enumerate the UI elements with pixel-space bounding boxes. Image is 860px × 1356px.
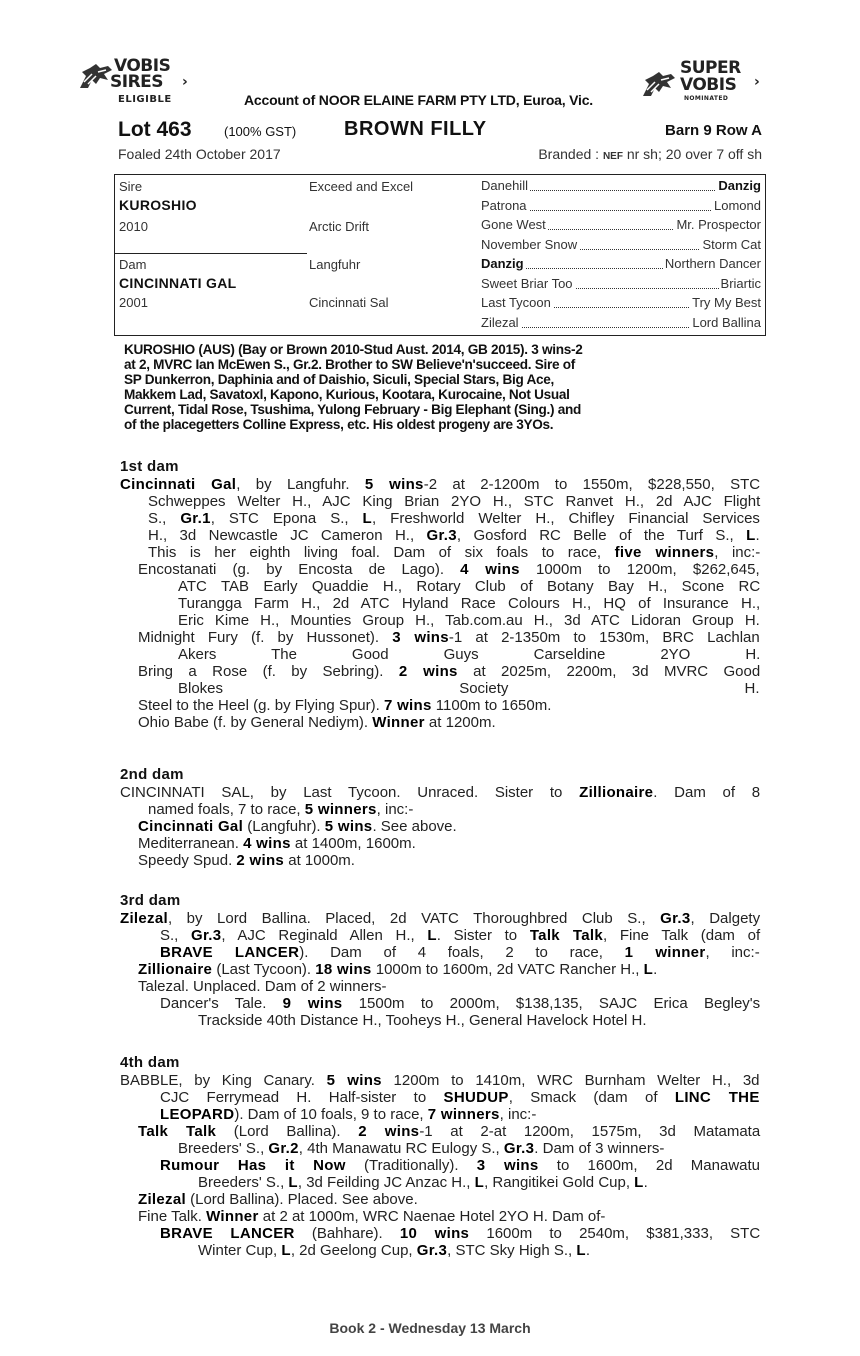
text-run: H., 3d Newcastle JC Cameron H., [148,527,427,544]
dam-name: CINCINNATI GAL [119,275,237,291]
chevron-right-icon: › [182,74,188,90]
text-line [148,493,760,510]
text-line [178,578,760,595]
lot-number: Lot 463 [118,118,192,141]
text-run: at 1200m. [424,714,496,731]
text-line [160,1225,760,1242]
text-run: to 1600m, 2d Manawatu [538,1157,761,1174]
emphasis-text: 7 winners [427,1106,500,1123]
text-run: , AJC Reginald Allen H., [221,927,428,944]
foaled-date: Foaled 24th October 2017 [118,146,281,162]
emphasis-text: 1 winner [624,944,706,961]
ancestor-sire: Northern Dancer [664,256,761,271]
emphasis-text: 5 wins [324,818,373,835]
text-run: (Bahhare). [294,1225,400,1242]
text-run: 1000m to 1600m, 2d VATC Rancher H., [371,961,644,978]
emphasis-text: Rumour Has it Now [160,1157,346,1174]
ancestor-row [481,276,761,295]
text-line [178,612,760,629]
emphasis-text: 18 wins [315,961,372,978]
emphasis-text: five winners [614,544,715,561]
text-run: 1000m to 1200m, $262,645, [519,561,760,578]
text-run: 1500m to 2000m, $138,135, SAJC Erica Begley's [342,995,761,1012]
text-run: Fine Talk. [138,1208,207,1225]
sire-summary-line: Current, Tidal Rose, Tsushima, Yulong February - Big Elephant (Sing.) and [124,402,581,417]
text-run: , Rangitikei Gold Cup, [484,1174,635,1191]
gst-note: (100% GST) [224,124,297,139]
emphasis-text: 3 wins [392,629,449,646]
text-run: CJC Ferrymead H. Half-sister to [160,1089,444,1106]
sire-summary-line: SP Dunkerron, Daphinia and of Daishio, Siculi, Special Stars, Big Ace, [124,372,554,387]
ancestor-sire: Lord Ballina [692,314,761,330]
logo-word-sires: SIRES [110,72,164,92]
text-run: , 4th Manawatu RC Eulogy S., [298,1140,504,1157]
text-line [148,801,413,818]
text-run: (Lord Ballina). [216,1123,359,1140]
text-line [148,510,760,527]
text-run: Breeders' S., [198,1174,289,1191]
chevron-right-icon: › [754,74,760,90]
sire-summary [124,342,764,432]
text-run: S., [160,927,192,944]
brand-details: nr sh; 20 over 7 off sh [622,146,762,162]
emphasis-text: 5 wins [326,1072,382,1089]
text-run: . See above. [372,818,457,835]
ancestor-sire: Mr. Prospector [676,217,761,232]
emphasis-text: BRAVE LANCER [160,1225,295,1242]
sire-sire: Exceed and Excel [309,179,414,194]
emphasis-text: 7 wins [383,697,432,714]
text-run: Turangga Farm H., 2d ATC Hyland Race Colours H., HQ of Insurance H., [178,595,761,612]
text-line [138,978,386,995]
ancestor-sire: Briartic [720,275,761,291]
emphasis-text: Zillionaire [579,784,654,801]
logo-word-nominated: NOMINATED [684,95,729,102]
ancestor-name: Sweet Briar Too [481,275,573,291]
section-heading-4th-dam: 4th dam [120,1054,180,1071]
text-line [138,1208,605,1225]
section-heading-2nd-dam: 2nd dam [120,766,184,783]
text-run: at 1000m. [284,852,355,869]
emphasis-text: Talk Talk [529,927,603,944]
emphasis-text: L [362,510,373,527]
text-run: , STC Sky High S., [447,1242,577,1259]
emphasis-text: Zillionaire [138,961,213,978]
text-line [138,1191,418,1208]
ancestor-sire: Storm Cat [702,236,761,252]
emphasis-text: L [427,927,437,944]
text-run: CINCINNATI SAL, by Last Tycoon. Unraced. Sister to [120,784,580,801]
text-run: Trackside 40th Distance H., Tooheys H., General Havelock Hotel H. [198,1012,647,1029]
sire-summary-line: of the placegetters Colline Express, etc. His oldest progeny are 3YOs. [124,417,554,432]
emphasis-text: L [288,1174,298,1191]
text-line [178,1140,664,1157]
emphasis-text: 2 wins [236,852,285,869]
text-run: (Lord Ballina). Placed. See above. [185,1191,418,1208]
emphasis-text: 2 wins [398,663,458,680]
text-run: , 2d Geelong Cup, [290,1242,417,1259]
emphasis-text: Gr.3 [416,1242,448,1259]
text-line [138,561,760,578]
pedigree-table [114,174,766,336]
emphasis-text: Cincinnati Gal [138,818,244,835]
pedigree-divider [115,253,307,254]
text-run: , Fine Talk (dam of [603,927,761,944]
emphasis-text: BRAVE LANCER [160,944,300,961]
logo-word-vobis: VOBIS [114,56,171,76]
text-run: 1200m to 1410m, WRC Burnham Welter H., 3d [381,1072,760,1089]
text-run: ATC TAB Early Quaddie H., Rotary Club of Botany Bay H., Scone RC [178,578,761,595]
logo-word-vobis: VOBIS [680,75,737,95]
text-line [160,1089,760,1106]
text-line [148,527,760,544]
emphasis-text: 4 wins [243,835,291,852]
text-line [120,784,760,801]
text-line [138,852,355,869]
ancestor-row [481,315,761,334]
text-run: . Sister to [436,927,530,944]
emphasis-text: L [643,961,654,978]
text-run: 1100m to 1650m. [431,697,552,714]
text-run: , Dalgety [690,910,761,927]
brand-mark: NEF [602,151,623,162]
text-run: Winter Cup, [198,1242,282,1259]
text-run: . Dam of 3 winners- [534,1140,665,1157]
lot-description: BROWN FILLY [344,118,487,140]
emphasis-text: LINC THE [674,1089,760,1106]
text-line [120,910,760,927]
emphasis-text: L [474,1174,485,1191]
emphasis-text: Gr.3 [191,927,222,944]
sire-year: 2010 [119,219,148,234]
text-run: , Smack (dam of [508,1089,675,1106]
ancestor-name: Zilezal [481,314,519,330]
text-line [160,995,760,1012]
dam-label: Dam [119,257,147,272]
text-run: S., [148,510,181,527]
text-run: , inc:- [714,544,761,561]
ancestor-sire: Try My Best [692,295,761,310]
text-run: Mediterranean. [138,835,244,852]
ancestor-sire: Danzig [718,178,761,193]
text-line [160,927,760,944]
text-run: , inc:- [705,944,760,961]
text-run: -1 at 2-at 1200m, 1575m, 3d Matamata [419,1123,761,1140]
text-line [120,476,760,493]
section-heading-3rd-dam: 3rd dam [120,892,181,909]
text-line [198,1242,590,1259]
lot-header [118,118,762,142]
logo-word-super: SUPER [680,58,741,78]
ancestor-row [481,217,761,236]
sire-dam: Arctic Drift [309,219,369,234]
ancestor-row [481,178,761,197]
emphasis-text: Winner [206,1208,259,1225]
emphasis-text: 4 wins [460,561,520,578]
text-run: Midnight Fury (f. by Hussonet). [138,629,393,646]
text-run: ). Dam of 10 foals, 9 to race, [234,1106,428,1123]
text-run: ). Dam of 4 foals, 2 to race, [299,944,625,961]
dam-year: 2001 [119,295,148,310]
sire-label: Sire [119,179,143,194]
dam-sire: Langfuhr [309,257,361,272]
text-line [178,680,760,697]
text-run: at 2025m, 2200m, 3d MVRC Good [457,663,761,680]
sire-name: KUROSHIO [119,197,197,213]
text-run: Bring a Rose (f. by Sebring). [138,663,399,680]
text-run: Schweppes Welter H., AJC King Brian 2YO H., STC Ranvet H., 2d AJC Flight [148,493,761,510]
text-run: This is her eighth living foal. Dam of six foals to race, [148,544,615,561]
text-run: at 2 at 1000m, WRC Naenae Hotel 2YO H. Dam of- [258,1208,606,1225]
super-vobis-logo [636,60,776,106]
text-run: (Traditionally). [345,1157,477,1174]
text-line [138,961,657,978]
emphasis-text: L [746,527,756,544]
text-line [138,697,551,714]
emphasis-text: LEOPARD [160,1106,235,1123]
text-run: , by Lord Ballina. Placed, 2d VATC Thoroughbred Club S., [167,910,661,927]
text-run: , by Langfuhr. [236,476,365,493]
text-run: Encostanati (g. by Encosta de Lago). [138,561,461,578]
section-heading-1st-dam: 1st dam [120,458,179,475]
sire-summary-line: at 2, MVRC Ian McEwen S., Gr.2. Brother to SW Believe'n'succeed. Sire of [124,357,575,372]
emphasis-text: L [281,1242,291,1259]
emphasis-text: Gr.1 [180,510,211,527]
text-line [138,818,457,835]
text-run: Breeders' S., [178,1140,269,1157]
horse-icon [640,70,678,100]
text-run: Steel to the Heel (g. by Flying Spur). [138,697,384,714]
text-line [138,663,760,680]
ancestor-row [481,237,761,256]
text-line [160,1106,536,1123]
ancestor-name: November Snow [481,236,578,252]
vobis-sires-logo [78,56,198,108]
text-run: 1600m to 2540m, $381,333, STC [469,1225,761,1242]
text-run: Dancer's Tale. [160,995,283,1012]
text-run: Ohio Babe (f. by General Nediym). [138,714,373,731]
emphasis-text: Talk Talk [138,1123,217,1140]
text-run: -2 at 2-1200m to 1550m, $228,550, STC [423,476,761,493]
text-line [178,595,760,612]
emphasis-text: L [576,1242,586,1259]
text-line [160,1157,760,1174]
ancestor-row [481,198,761,217]
vendor-account: Account of NOOR ELAINE FARM PTY LTD, Euroa, Vic. [244,92,593,108]
text-line [138,629,760,646]
text-line [120,1072,760,1089]
emphasis-text: Gr.3 [660,910,691,927]
ancestor-row [481,256,761,275]
ancestor-row [481,295,761,314]
emphasis-text: L [634,1174,644,1191]
emphasis-text: Winner [372,714,425,731]
sire-summary-line: KUROSHIO (AUS) (Bay or Brown 2010-Stud Aust. 2014, GB 2015). 3 wins-2 [124,342,583,357]
text-line [160,944,760,961]
text-run: . [643,1174,648,1191]
emphasis-text: Zilezal [138,1191,186,1208]
text-run: BABBLE, by King Canary. [120,1072,327,1089]
text-run: Blokes Society H. [178,680,760,697]
text-run: Eric Kime H., Mounties Group H., Tab.com.au H., 3d ATC Lidoran Group H. [178,612,760,629]
emphasis-text: Gr.3 [426,527,457,544]
barn-location: Barn 9 Row A [665,122,762,139]
foaling-line [118,146,762,162]
text-run: . [585,1242,590,1259]
text-run: Speedy Spud. [138,852,237,869]
text-run: . Dam of 8 [653,784,761,801]
emphasis-text: 10 wins [399,1225,470,1242]
text-run: Talezal. Unplaced. Dam of 2 winners- [138,978,387,995]
text-line [198,1012,647,1029]
text-line [138,1123,760,1140]
text-run: , Gosford RC Belle of the Turf S., [456,527,747,544]
text-run: (Last Tycoon). [212,961,316,978]
ancestor-sire: Lomond [714,197,761,213]
text-run: Akers The Good Guys Carseldine 2YO H. [178,646,761,663]
emphasis-text: 9 wins [282,995,343,1012]
logo-word-eligible: ELIGIBLE [118,94,172,105]
emphasis-text: Cincinnati Gal [120,476,237,493]
page-footer: Book 2 - Wednesday 13 March [329,1320,531,1336]
text-line [198,1174,648,1191]
emphasis-text: 3 wins [476,1157,539,1174]
text-line [138,714,496,731]
branded-label: Branded : [538,146,603,162]
text-run: named foals, 7 to race, [148,801,305,818]
emphasis-text: 5 winners [304,801,377,818]
text-run: (Langfuhr). [243,818,325,835]
emphasis-text: Zilezal [120,910,168,927]
text-line [148,544,760,561]
emphasis-text: 2 wins [358,1123,420,1140]
text-run: -1 at 2-1350m to 1530m, BRC Lachlan [448,629,760,646]
sire-summary-line: Makkem Lad, Savatoxl, Kapono, Kurious, Kootara, Kurocaine, Not Usual [124,387,570,402]
emphasis-text: 5 wins [364,476,424,493]
text-run: at 1400m, 1600m. [290,835,416,852]
emphasis-text: Gr.3 [503,1140,535,1157]
text-run: , STC Epona S., [210,510,363,527]
dam-dam: Cincinnati Sal [309,295,389,310]
ancestor-name: Danzig [481,256,524,271]
text-run: , inc:- [499,1106,537,1123]
ancestor-name: Last Tycoon [481,295,551,310]
ancestor-name: Danehill [481,178,528,193]
ancestor-name: Gone West [481,217,546,232]
text-run: , 3d Feilding JC Anzac H., [297,1174,475,1191]
text-line [138,835,416,852]
emphasis-text: Gr.2 [268,1140,299,1157]
text-run: , Freshworld Welter H., Chifley Financial Services [372,510,760,527]
text-line [178,646,760,663]
ancestor-name: Patrona [481,197,527,213]
text-run: , inc:- [376,801,414,818]
emphasis-text: SHUDUP [443,1089,509,1106]
text-run: . [755,527,760,544]
text-run: . [653,961,658,978]
brand-description [538,146,762,162]
horse-icon [78,62,114,92]
